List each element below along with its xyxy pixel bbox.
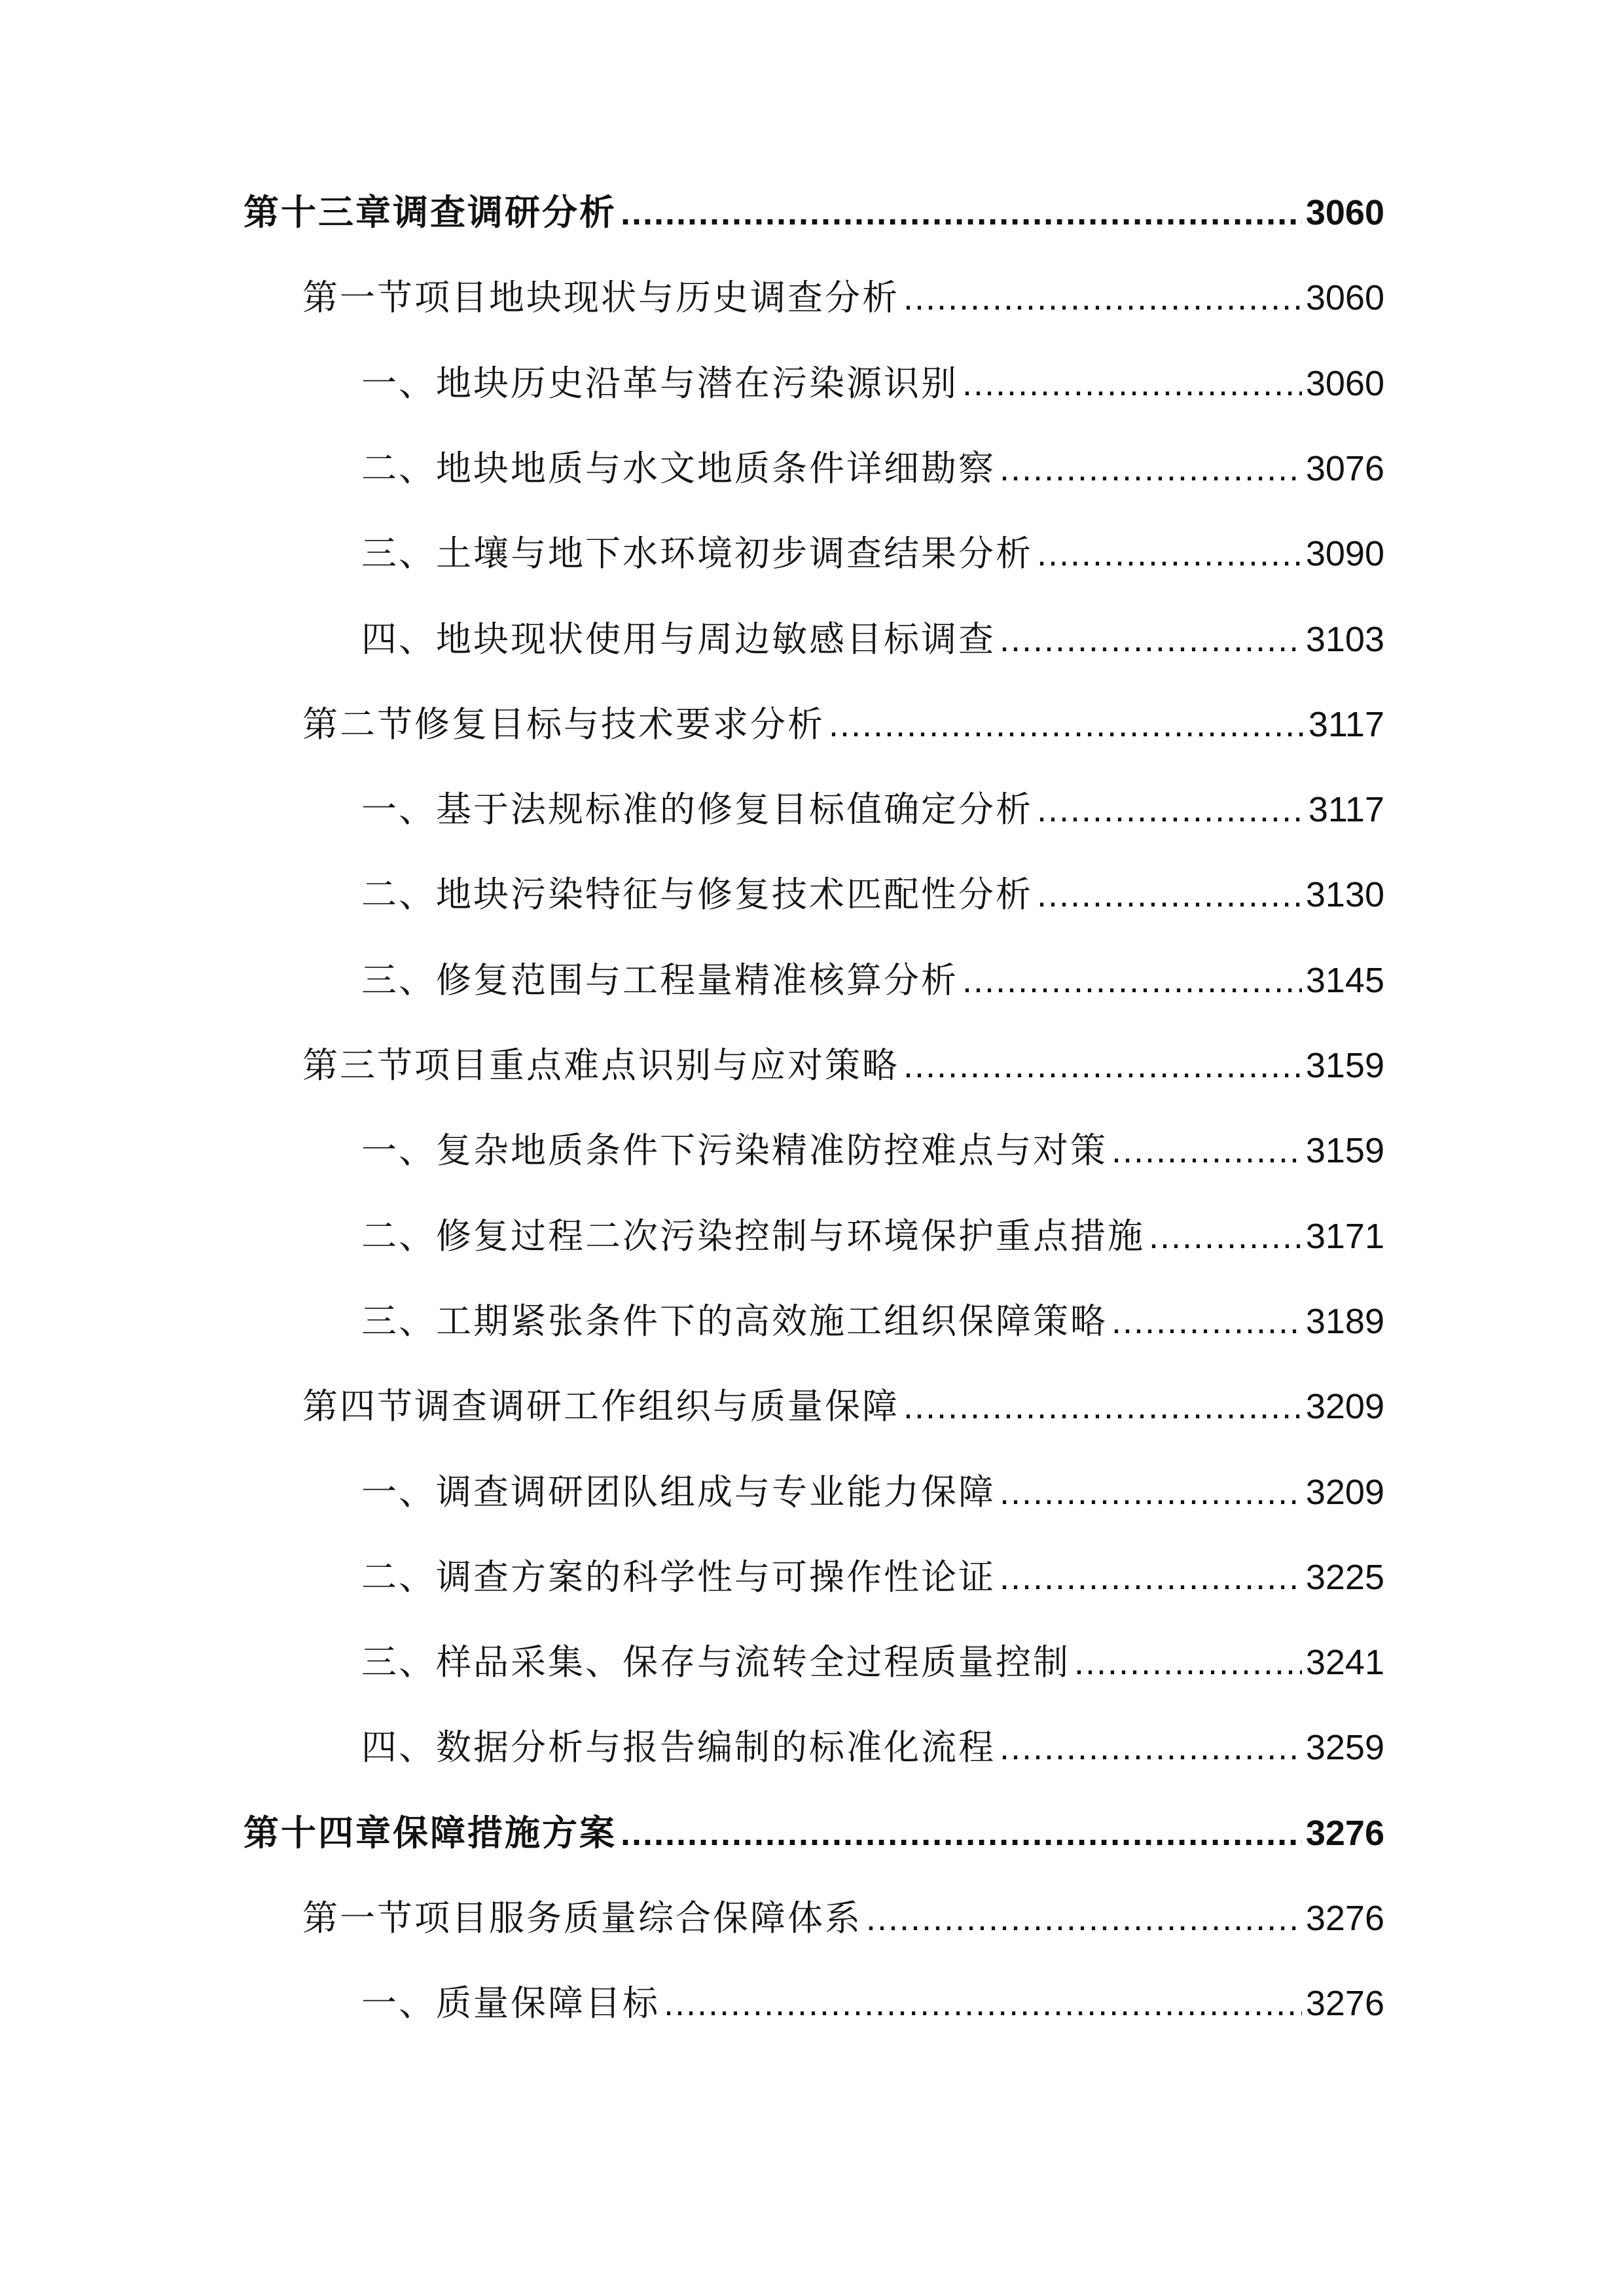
toc-subsection-entry[interactable]	[361, 442, 1384, 495]
toc-entry-title: 四、数据分析与报告编制的标准化流程	[361, 1727, 996, 1768]
toc-subsection-entry[interactable]	[361, 1721, 1384, 1774]
toc-page-number: 3276	[1305, 1814, 1384, 1853]
toc-entry-title: 四、地块现状使用与周边敏感目标调查	[361, 619, 996, 660]
toc-page-number: 3103	[1305, 620, 1384, 659]
toc-entry-title: 第十四章保障措施方案	[244, 1812, 617, 1854]
toc-page-number: 3259	[1305, 1728, 1384, 1767]
toc-page-number: 3159	[1305, 1046, 1384, 1085]
toc-subsection-entry[interactable]	[361, 1466, 1384, 1518]
toc-dot-leader	[1037, 869, 1302, 921]
toc-page-number: 3060	[1305, 278, 1384, 317]
toc-dot-leader	[1000, 442, 1302, 495]
toc-page-number: 3060	[1305, 364, 1384, 403]
toc-dot-leader	[866, 1892, 1302, 1945]
toc-entry-title: 一、复杂地质条件下污染精准防控难点与对策	[361, 1130, 1108, 1171]
toc-subsection-entry[interactable]	[361, 357, 1384, 410]
toc-entry-title: 第二节修复目标与技术要求分析	[302, 704, 825, 745]
toc-dot-leader	[1111, 1124, 1302, 1177]
toc-entry-title: 第一节项目地块现状与历史调查分析	[302, 277, 899, 318]
toc-section-entry[interactable]	[302, 698, 1384, 751]
toc-entry-title: 三、工期紧张条件下的高效施工组织保障策略	[361, 1300, 1108, 1342]
toc-dot-leader	[1000, 1721, 1302, 1774]
toc-entry-title: 二、地块污染特征与修复技术匹配性分析	[361, 874, 1033, 915]
toc-section-entry[interactable]	[302, 1380, 1384, 1433]
toc-page-number: 3130	[1305, 875, 1384, 914]
toc-page-number: 3145	[1305, 961, 1384, 1000]
toc-dot-leader	[621, 1807, 1302, 1859]
toc-section-entry[interactable]	[302, 1039, 1384, 1092]
toc-subsection-entry[interactable]	[361, 954, 1384, 1007]
toc-dot-leader	[903, 272, 1302, 324]
toc-subsection-entry[interactable]	[361, 1551, 1384, 1604]
toc-subsection-entry[interactable]	[361, 1295, 1384, 1348]
toc-page-number: 3090	[1305, 534, 1384, 573]
toc-dot-leader	[962, 357, 1302, 410]
toc-page-number: 3225	[1305, 1558, 1384, 1597]
toc-dot-leader	[1000, 1466, 1302, 1518]
toc-entry-title: 第一节项目服务质量综合保障体系	[302, 1897, 862, 1939]
toc-subsection-entry[interactable]	[361, 613, 1384, 666]
toc-subsection-entry[interactable]	[361, 528, 1384, 580]
toc-entry-title: 三、土壤与地下水环境初步调查结果分析	[361, 533, 1033, 574]
toc-entry-title: 第十三章调查调研分析	[244, 192, 617, 233]
toc-entry-title: 一、基于法规标准的修复目标值确定分析	[361, 789, 1033, 830]
toc-entry-title: 二、调查方案的科学性与可操作性论证	[361, 1556, 996, 1598]
toc-dot-leader	[962, 954, 1302, 1007]
toc-entry-title: 一、地块历史沿革与潜在污染源识别	[361, 363, 958, 404]
toc-page-number: 3276	[1305, 1899, 1384, 1938]
toc-chapter-entry[interactable]	[244, 187, 1384, 239]
toc-dot-leader	[1037, 528, 1302, 580]
toc-page-number: 3189	[1305, 1302, 1384, 1341]
toc-chapter-entry[interactable]	[244, 1807, 1384, 1859]
toc-page-number: 3159	[1305, 1131, 1384, 1170]
toc-entry-title: 三、样品采集、保存与流转全过程质量控制	[361, 1641, 1070, 1683]
toc-entry-title: 一、调查调研团队组成与专业能力保障	[361, 1471, 996, 1513]
toc-section-entry[interactable]	[302, 1892, 1384, 1945]
toc-page-number: 3117	[1308, 790, 1384, 829]
toc-subsection-entry[interactable]	[361, 1977, 1384, 2030]
toc-subsection-entry[interactable]	[361, 1210, 1384, 1263]
toc-dot-leader	[1000, 1551, 1302, 1604]
toc-dot-leader	[1074, 1636, 1302, 1689]
toc-page-number: 3209	[1305, 1387, 1384, 1426]
toc-page-number: 3276	[1305, 1984, 1384, 2023]
toc-subsection-entry[interactable]	[361, 869, 1384, 921]
toc-page-number: 3241	[1305, 1643, 1384, 1682]
toc-subsection-entry[interactable]	[361, 1636, 1384, 1689]
toc-page-number: 3076	[1305, 449, 1384, 488]
toc-dot-leader	[1111, 1295, 1302, 1348]
toc-dot-leader	[903, 1039, 1302, 1092]
toc-dot-leader	[621, 187, 1302, 239]
toc-dot-leader	[664, 1977, 1302, 2030]
toc-section-entry[interactable]	[302, 272, 1384, 324]
toc-subsection-entry[interactable]	[361, 783, 1384, 836]
toc-page-number: 3209	[1305, 1473, 1384, 1512]
toc-dot-leader	[829, 698, 1305, 751]
toc-entry-title: 三、修复范围与工程量精准核算分析	[361, 960, 958, 1001]
toc-entry-title: 第四节调查调研工作组织与质量保障	[302, 1386, 899, 1427]
toc-entry-title: 一、质量保障目标	[361, 1982, 660, 2024]
toc-subsection-entry[interactable]	[361, 1124, 1384, 1177]
toc-entry-title: 二、地块地质与水文地质条件详细勘察	[361, 448, 996, 489]
toc-entry-title: 二、修复过程二次污染控制与环境保护重点措施	[361, 1215, 1145, 1257]
toc-page-number: 3171	[1305, 1217, 1384, 1256]
toc-dot-leader	[903, 1380, 1302, 1433]
toc-page-number: 3117	[1308, 705, 1384, 744]
toc-page-number: 3060	[1305, 193, 1384, 232]
toc-dot-leader	[1000, 613, 1302, 666]
toc-dot-leader	[1037, 783, 1305, 836]
toc-entry-title: 第三节项目重点难点识别与应对策略	[302, 1045, 899, 1086]
toc-dot-leader	[1149, 1210, 1302, 1263]
